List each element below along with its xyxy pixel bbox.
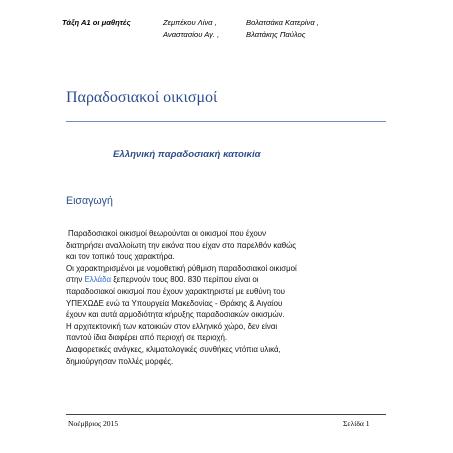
body-line: Παραδοσιακοί οικισμοί θεωρούνται οι οικισμοί που έχουν xyxy=(68,229,267,238)
body-line: Διαφορετικές ανάγκες, κλιματολογικές συνθήκες ντόπια υλικά, xyxy=(66,344,281,354)
body-line: Η αρχιτεκτονική των κατοικιών στον ελληνικό χώρο, δεν είναι xyxy=(66,321,278,331)
body-line: Οι χαρακτηρισμένοι με νομοθετική ρύθμιση παραδοσιακοί οικισμοί xyxy=(66,263,297,273)
document-title: Παραδοσιακοί οικισμοί xyxy=(66,89,218,106)
footer-date: Νοέμβριος 2015 xyxy=(68,419,119,428)
header-student-3: Αναστασίου Αγ. , xyxy=(163,30,220,39)
country-name: Ελλάδα xyxy=(84,275,112,285)
body-text: στην xyxy=(66,275,85,285)
page-number: Σελίδα 1 xyxy=(343,419,370,428)
header-student-4: Βλατάκης Παύλος xyxy=(246,30,306,39)
body-text: ξεπερνούν τους 800. 830 περίπου είναι οι xyxy=(111,275,259,285)
body-line: ΥΠΕΧΩΔΕ ενώ τα Υπουργεία Μακεδονίας - Θράκης & Αιγαίου xyxy=(66,298,283,308)
header-class-label: Τάξη Α1 οι μαθητές xyxy=(62,18,131,27)
body-paragraph xyxy=(66,228,396,367)
body-line: και τον τοπικό τους χαρακτήρα. xyxy=(66,252,175,262)
header-student-1: Ζεμπέκου Λίνα , xyxy=(163,18,217,27)
document-subtitle: Ελληνική παραδοσιακή κατοικία xyxy=(113,149,261,160)
body-line: δημιούργησαν πολλές μορφές. xyxy=(66,356,174,366)
body-line xyxy=(66,274,396,286)
body-line: παντού ίδια διαφέρει από περιοχή σε περιοχή. xyxy=(66,333,228,343)
title-divider xyxy=(66,121,386,122)
header-student-2: Βολατσάκα Κατερίνα , xyxy=(246,18,319,27)
section-heading: Εισαγωγή xyxy=(66,195,113,207)
body-line: παραδοσιακοί οικισμοί που έχουν χαρακτηριστεί με ευθύνη του xyxy=(66,286,285,296)
body-line: έχουν και αυτά αρμοδιότητα κήρυξης παραδοσιακών οικισμών. xyxy=(66,310,285,320)
footer-divider xyxy=(66,414,386,415)
body-line: διατηρήσει αναλλοίωτη την εικόνα που είχαν στο παρελθόν καθώς xyxy=(66,240,297,250)
